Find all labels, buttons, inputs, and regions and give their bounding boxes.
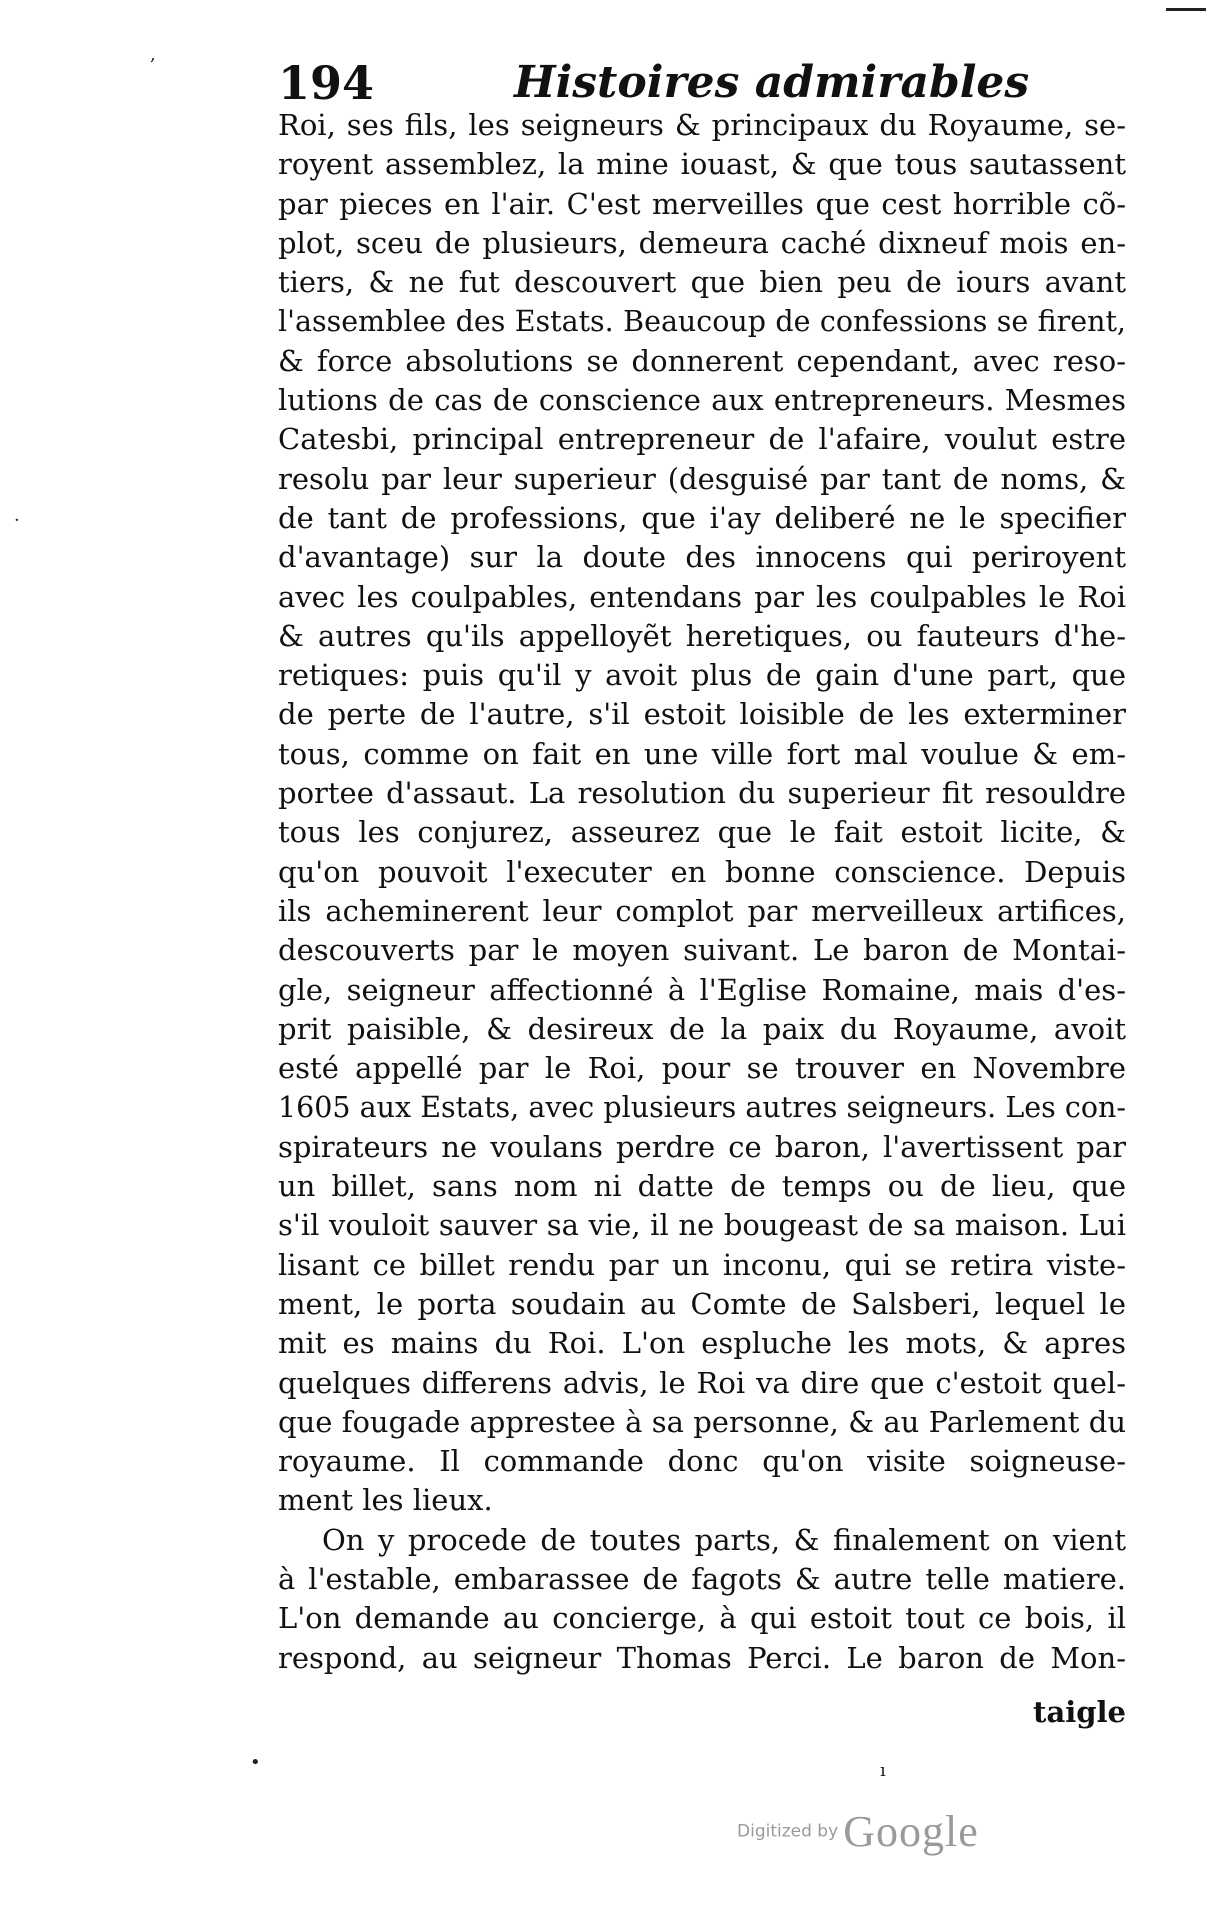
text-line: de perte de l'autre, s'il estoit loisible de les exterminer [278,697,1126,732]
edge-mark [1166,8,1206,11]
text-line: s'il vouloit sauver sa vie, il ne bougeast de sa maison. Lui [278,1208,1126,1243]
paragraph-end-line: ment les lieux. [278,1483,493,1518]
text-line: lutions de cas de conscience aux entrepreneurs. Mesmes [278,383,1126,418]
text-line: de tant de professions, que i'ay deliberé ne le specifier [278,500,1126,535]
text-line: & autres qu'ils appelloyẽt heretiques, ou fauteurs d'he- [278,618,1126,653]
google-logo: Google [843,1807,979,1856]
text-line: 1605 aux Estats, avec plusieurs autres seigneurs. Les con- [278,1091,1126,1125]
text-line: qu'on pouvoit l'executer en bonne conscience. Depuis [278,854,1126,889]
watermark-prefix: Digitized by [737,1821,839,1842]
text-line: L'on demande au concierge, à qui estoit tout ce bois, il [278,1601,1126,1636]
text-line: un billet, sans nom ni datte de temps ou de lieu, que [278,1169,1126,1204]
text-line: lisant ce billet rendu par un inconu, qui se retira viste- [278,1247,1126,1282]
text-line: ils acheminerent leur complot par merveilleux artifices, [278,893,1126,928]
text-line: gle, seigneur affectionné à l'Eglise Romaine, mais d'es- [278,972,1126,1007]
text-line: prit paisible, & desireux de la paix du Royaume, avoit [278,1011,1126,1046]
text-line: tous les conjurez, asseurez que le fait estoit licite, & [278,815,1126,850]
text-line: ment, le porta soudain au Comte de Salsberi, lequel le [278,1286,1126,1321]
margin-speck: , [150,44,156,65]
text-line: quelques differens advis, le Roi va dire que c'estoit quel- [278,1365,1126,1400]
text-line: Catesbi, principal entrepreneur de l'afaire, voulut estre [278,422,1126,457]
text-line: avec les coulpables, entendans par les coulpables le Roi [278,579,1126,614]
text-line: resolu par leur superieur (desguisé par tant de noms, & [278,461,1126,496]
text-line: esté appellé par le Roi, pour se trouver en Novembre [278,1051,1126,1086]
text-line: respond, au seigneur Thomas Perci. Le baron de Mon- [278,1640,1126,1675]
text-line: & force absolutions se donnerent cependant, avec reso- [278,343,1126,378]
text-line: d'avantage) sur la doute des innocens qui periroyent [278,540,1126,575]
running-head: Histoires admirables [514,57,1030,108]
text-line: spirateurs ne voulans perdre ce baron, l'avertissent par [278,1129,1126,1164]
text-line: descouverts par le moyen suivant. Le baron de Montai- [278,933,1126,968]
text-line: plot, sceu de plusieurs, demeura caché dixneuf mois en- [278,225,1126,260]
text-line: à l'estable, embarassee de fagots & autre telle matiere. [278,1561,1126,1596]
text-line: l'assemblee des Estats. Beaucoup de confessions se firent, [278,305,1126,339]
text-line: portee d'assaut. La resolution du superieur fit resouldre [278,776,1126,811]
text-line: royaume. Il commande donc qu'on visite soigneuse- [278,1444,1126,1479]
text-line: tiers, & ne fut descouvert que bien peu de iours avant [278,265,1126,300]
margin-speck: ı [880,1760,886,1781]
catchword: taigle [1033,1695,1126,1729]
text-line: que fougade apprestee à sa personne, & au Parlement du [278,1404,1126,1439]
paragraph-start-line: On y procede de toutes parts, & finalement on vient [322,1522,1126,1557]
text-line: mit es mains du Roi. L'on espluche les mots, & apres [278,1326,1126,1361]
digitized-watermark [737,1806,979,1857]
text-line: Roi, ses fils, les seigneurs & principaux du Royaume, se- [278,108,1126,142]
text-line: retiques: puis qu'il y avoit plus de gain d'une part, que [278,658,1126,693]
body-text [278,106,1126,1678]
text-line: par pieces en l'air. C'est merveilles que cest horrible cõ- [278,186,1126,221]
text-line: royent assemblez, la mine iouast, & que tous sautassent [278,147,1126,182]
margin-speck: • [250,1752,261,1773]
text-line: tous, comme on fait en une ville fort mal voulue & em- [278,736,1126,771]
margin-speck: · [14,510,20,531]
page-number: 194 [278,56,375,110]
